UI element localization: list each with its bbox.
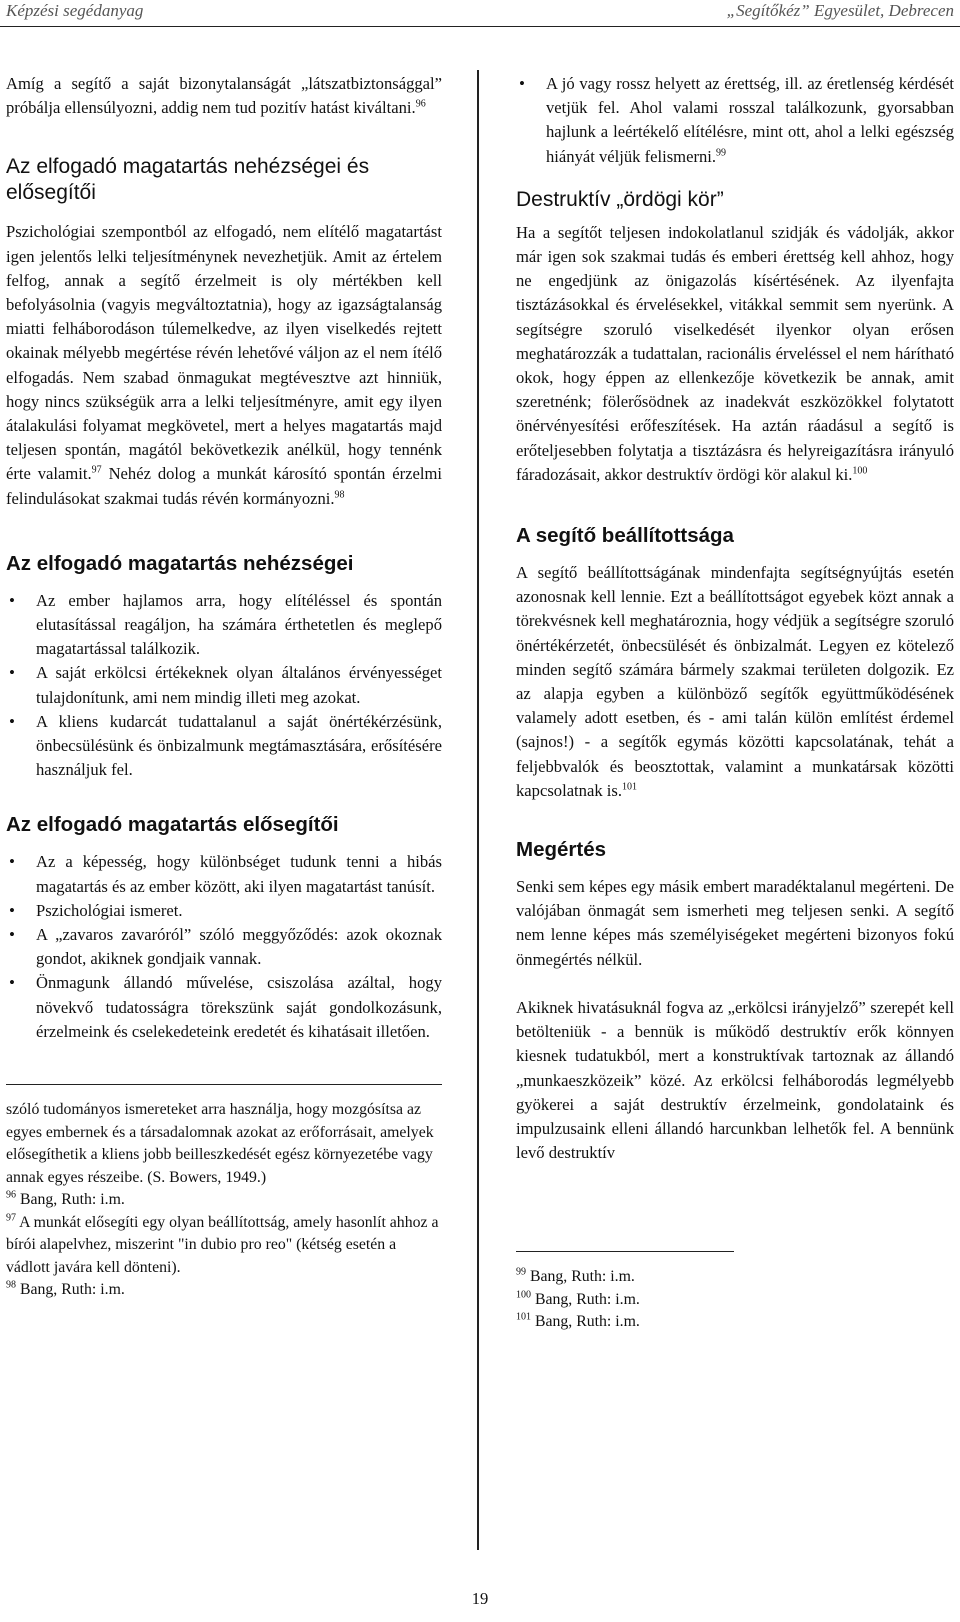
promoters-list [6, 850, 442, 1044]
heading-difficulties-and-promoters: Az elfogadó magatartás nehézségei és elősegítői [6, 155, 370, 205]
footnotes-left [6, 1099, 442, 1302]
footnote-ref-98: 98 [334, 489, 345, 501]
intro-paragraph: Amíg a segítő a saját bizonytalanságát „látszatbiztonsággal” próbálja ellensúlyozni, addig nem tud pozitív hatást kiváltani.$^{96}$ [6, 74, 442, 118]
list-item: • A „zavaros zavaróról” szóló meggyőződés: azok okoznak gondot, akiknek gondjaik vannak. [6, 923, 442, 971]
footnote-96: $^{96}$ Bang, Ruth: i.m. [6, 1189, 125, 1209]
heading-destructive-circle: Destruktív „ördögi kör” [516, 187, 724, 211]
page-header [0, 0, 960, 27]
footnote-continuation: szóló tudományos ismereteket arra használja, hogy mozgósítsa az egyes embernek és a társadalomnak azokat az erőforrásait, amelyek elősegíthetik a kliens jobb beilleszkedését egész környezetébe vagy annak egyes részeibe. (S. Bowers, 1949.) [6, 1101, 434, 1186]
understanding-paragraph-1: Senki sem képes egy másik embert maradéktalanul megérteni. De valójában önmagát sem ismerheti meg teljesen senki. A segítő nem lenne képes más személyiségeket megérteni bizonyos fokú önmegértés nélkül. [516, 877, 954, 969]
heading-helper-attitude: A segítő beállítottsága [516, 524, 734, 548]
difficulties-list [6, 589, 442, 783]
footnote-101: $^{101}$ Bang, Ruth: i.m. [516, 1312, 640, 1331]
acceptance-paragraph: Pszichológiai szempontból az elfogadó, nem elítélő magatartást igen jelentős lelki teljesítménynek nevezhetjük. Amit az értelem felfog, annak a segítő érzelmeit is oly mértékben kell befolyásolnia (vagyis megváltoztatnia), hogy az igazságtalanság miatti felháborodáson túlemelkedve, az ilyen viselkedés rejtett okainak mélyebb megértése révén lehetővé váljon az el nem ítélő elfogadás. Nem szabad önmagukat megtévesztve azt hinniük, hogy nincs szükségük arra a lelki teljesítményre, amit egy ilyen átalakulási folyamat megkövetel, mert a helyes magatartás majd teljesen spontán, magától bekövetkezik anélkül, hogy tennénk érte valamit.$^{97}$ Nehéz dolog a munkát károsító spontán érzelmi felindulásokat szakmai tudás révén kormányozni.$^{98}$ [6, 222, 442, 508]
list-item: • A saját erkölcsi értékeknek olyan általános érvényességet tulajdonítunk, ami nem mindig illeti meg azokat. [6, 661, 442, 709]
footnote-100: $^{100}$ Bang, Ruth: i.m. [516, 1289, 640, 1308]
right-column [516, 72, 954, 1334]
header-right-text: „Segítőkéz” Egyesület, Debrecen [726, 1, 954, 20]
heading-promoters: Az elfogadó magatartás elősegítői [6, 813, 339, 837]
footnote-ref-96: 96 [415, 98, 426, 110]
heading-difficulties: Az elfogadó magatartás nehézségei [6, 551, 354, 575]
page-number: 19 [471, 1589, 489, 1608]
list-item: • A jó vagy rossz helyett az érettség, ill. az éretlenség kérdését vetjük fel. Ahol valami rosszal találkozunk, gyorsabban hajlunk a leértékelő elítélésre, mint ott, ahol a lelki egészség hiányát véljük felismerni.$^{99}$ [516, 72, 954, 169]
list-item: • Az a képesség, hogy különbséget tudunk tenni a hibás magatartás és az ember között, aki ilyen magatartást tanúsít. [6, 850, 442, 898]
understanding-paragraph-2: Akiknek hivatásuknál fogva az „erkölcsi irányjelző” szerepét kell betölteniük - a bennük is működő destruktív erők könnyen kiesnek tudatukból, mert a konstruktívak tartoznak az állandó „munkaeszközeik” közé. Az erkölcsi felháborodás legmélyebb gyökerei a saját destruktív érzelmeink, gondolataink és impulzusaink elleni állandó harcunkban lelhetők fel. A bennünk levő destruktív [516, 997, 954, 1163]
footnote-ref-97: 97 [91, 464, 102, 476]
footnotes-right [516, 1266, 954, 1334]
list-item: • A kliens kudarcát tudattalanul a saját önértékérzésünk, önbecsülésünk és önbizalmunk megtámasztására, erősítésére használjuk fel. [6, 710, 442, 783]
destructive-circle-paragraph: Ha a segítőt teljesen indokolatlanul szidják és vádolják, akkor már igen sok szakmai tudás és emberi érettség kell ahhoz, hogy ne engedjünk az önigazolás kísértésének. Az ilyenfajta tisztázásokkal és érvelésekkel, vitákkal semmit sem nyerünk. A segítségre szoruló viselkedését ilyenkor olyan erősen meghatározzák a tudattalan, racionális érveléssel el nem hárítható okok, hogy éppen az ellenkezője következik be annak, amit szeretnénk; fölerősödnek az inadekvát eszközökkel folytatott önérvényesítési erőfeszítések. Ha aztán ráadásul a segítő is erőteljesebben folytatja a tisztázásra és helyreigazításra irányuló fáradozásait, akkor destruktív ördögi kör alakul ki.$^{100}$ [516, 222, 954, 484]
footnote-separator [6, 1084, 442, 1085]
header-left-text: Képzési segédanyag [6, 1, 144, 20]
column-divider [477, 70, 479, 1550]
footnote-97: $^{97}$ A munkát elősegíti egy olyan beállítottság, amely hasonlít ahhoz a bírói alapelvhez, miszerint "in dubio pro reo" (kétség esetén a vádlott javára kell dönteni). [6, 1212, 439, 1276]
list-item: • Önmagunk állandó művelése, csiszolása azáltal, hogy növekvő tudatosságra törekszünk saját gondolkozásunk, érzelmeink és cselekedeteink eredetét és kihatásait illetően. [6, 971, 442, 1044]
list-item: • Az ember hajlamos arra, hogy elítéléssel és spontán elutasítással reagáljon, ha számára érthetetlen és meglepő magatartással találkozik. [6, 589, 442, 662]
footnote-ref-100: 100 [852, 465, 868, 477]
footnote-ref-99: 99 [716, 147, 727, 159]
footnote-99: $^{99}$ Bang, Ruth: i.m. [516, 1267, 635, 1286]
left-column [6, 72, 442, 1302]
heading-understanding: Megértés [516, 838, 607, 862]
footnote-ref-101: 101 [622, 781, 637, 793]
footnote-separator-right [516, 1251, 734, 1252]
footnote-98: $^{98}$ Bang, Ruth: i.m. [6, 1279, 125, 1299]
list-item: • Pszichológiai ismeret. [6, 899, 442, 923]
helper-attitude-paragraph: A segítő beállítottságának mindenfajta segítségnyújtás esetén azonosnak kell lennie. Ezt a beállítottságot egyebek közt annak a törekvésnek kell meghatároznia, hogy védjük a segítségre szoruló önértékérzetét, önbecsülését és önbizalmát. Legyen ez kötelező minden segítő számára bármely szakmai területen dolgozik. Ez az alapja egyben a különböző segítők együttműködésének valamely adott esetben, és - ami talán külön említést érdemel (sajnos!) - a segítők egymás közötti kapcsolatának, tehát a feljebbvalók és beosztottak, valamint a munkatársak közötti kapcsolatnak is.$^{101}$ [516, 563, 954, 800]
maturity-list [516, 72, 954, 169]
